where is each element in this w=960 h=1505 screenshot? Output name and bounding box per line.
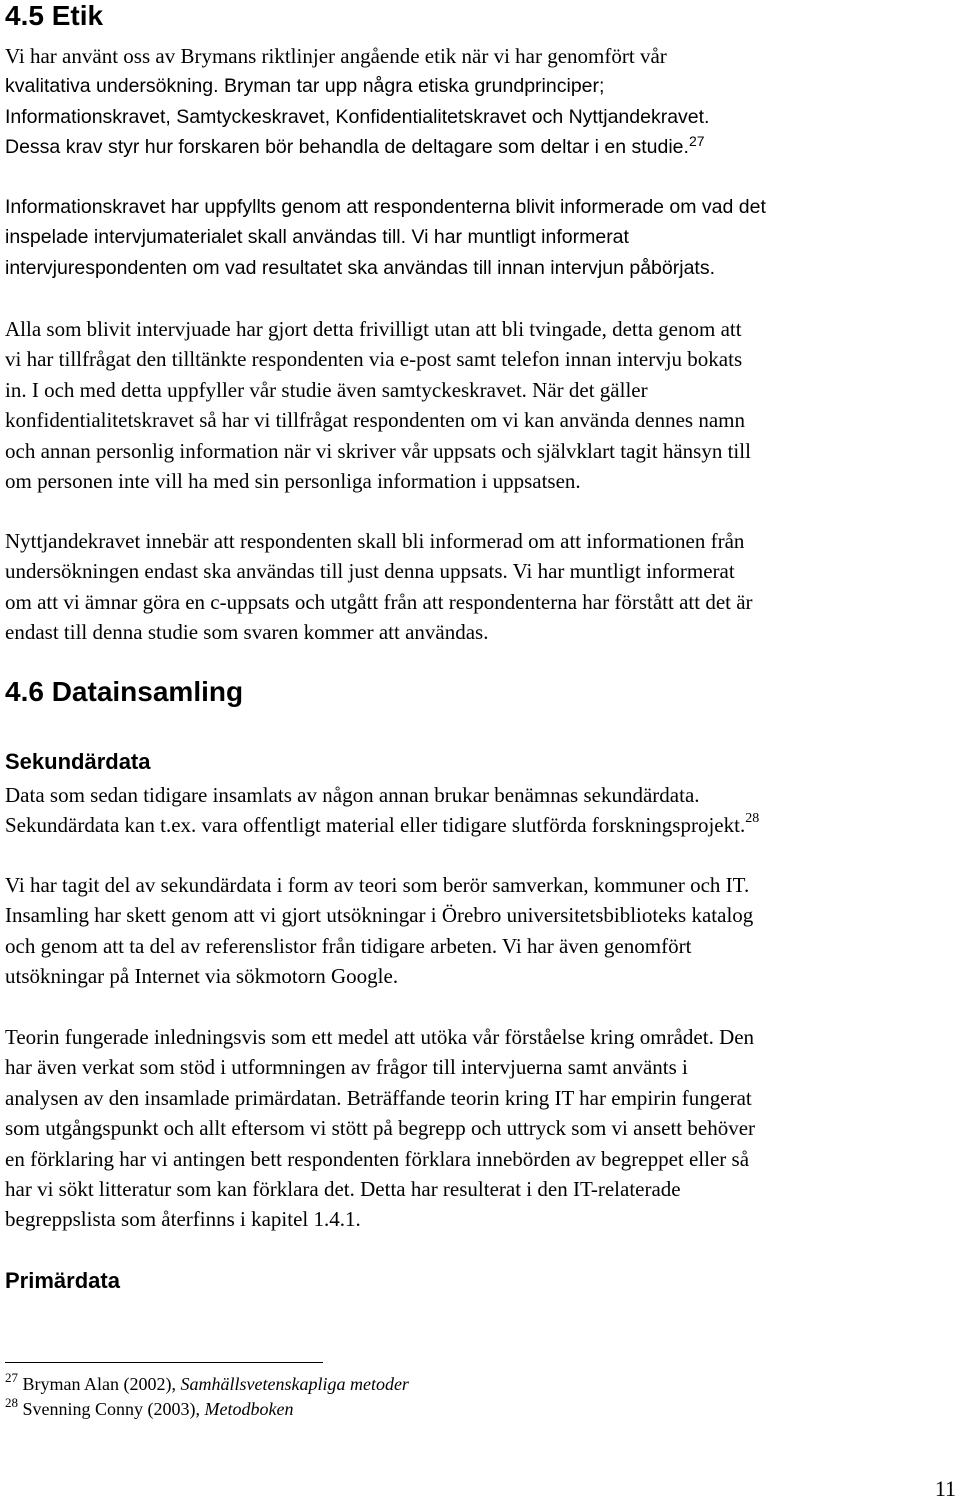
text-line: konfidentialitetskravet så har vi tillfrågat respondenten om vi kan använda dennes namn: [5, 408, 746, 433]
text-line: om personen inte vill ha med sin personliga information i uppsatsen.: [5, 469, 581, 494]
text-line: Vi har tagit del av sekundärdata i form av teori som berör samverkan, kommuner och IT.: [5, 873, 750, 897]
text-line: Nyttjandekravet innebär att respondenten skall bli informerad om att informationen från: [5, 529, 745, 553]
text-line: Teorin fungerade inledningsvis som ett medel att utöka vår förståelse kring området. Den: [5, 1025, 755, 1049]
text-line: som utgångspunkt och allt eftersom vi stött på begrepp och uttryck som vi ansett behöver: [5, 1116, 756, 1141]
subheading-primardata: Primärdata: [5, 1268, 120, 1293]
text-line: endast till denna studie som svaren kommer att användas.: [5, 620, 489, 645]
footnote-title: Metodboken: [204, 1399, 294, 1419]
footnote-divider: [5, 1362, 323, 1363]
text-line: Alla som blivit intervjuade har gjort detta frivilligt utan att bli tvingade, detta genom att: [5, 317, 742, 341]
footnote-ref[interactable]: 28: [745, 811, 760, 827]
text-line: begreppslista som återfinns i kapitel 1.4.1.: [5, 1207, 361, 1232]
text-line: har även verkat som stöd i utformningen av frågor till intervjuerna samt använts i: [5, 1055, 688, 1080]
text-segment: Sekundärdata kan t.ex. vara offentligt material eller tidigare slutförda forskningsprojekt.: [5, 813, 746, 838]
text-line: en förklaring har vi antingen bett respondenten förklara innebörden av begreppet eller så: [5, 1146, 750, 1171]
text-line: in. I och med detta uppfyller vår studie även samtyckeskravet. När det gäller: [5, 377, 648, 402]
text-line: utsökningar på Internet via sökmotorn Google.: [5, 964, 399, 989]
text-segment: kvalitativa undersökning.: [5, 75, 219, 98]
footnote-text: Svenning Conny (2003),: [22, 1399, 205, 1419]
text-line: intervjurespondenten om vad resultatet ska användas till innan intervjun påbörjats.: [5, 256, 716, 279]
paragraph-etik-2: [5, 192, 955, 283]
page-number: 11: [934, 1476, 956, 1501]
text-line: Data som sedan tidigare insamlats av någon annan brukar benämnas sekundärdata.: [5, 783, 700, 807]
footnote-text: Bryman Alan (2002),: [22, 1374, 181, 1394]
text-line: [5, 132, 955, 162]
text-segment: inspelade intervjumaterialet skall användas till.: [5, 226, 407, 249]
text-line: har vi sökt litteratur som kan förklara det. Detta har resulterat i den IT-relaterade: [5, 1177, 681, 1202]
subheading-sekundardata: Sekundärdata: [5, 749, 151, 774]
paragraph-etik-3: [5, 314, 955, 496]
footnote-27: [5, 1370, 409, 1395]
section-heading-etik: 4.5 Etik: [5, 0, 104, 31]
paragraph-etik-4: [5, 526, 955, 648]
text-line: analysen av den insamlade primärdatan. Beträffande teorin kring IT har empirin fungerat: [5, 1085, 752, 1110]
paragraph-sekundar-3: [5, 1022, 955, 1235]
text-segment: Dessa krav styr hur forskaren bör behandla de deltagare som deltar i en studie.: [5, 136, 689, 159]
text-line: och genom att ta del av referenslistor från tidigare arbeten. Vi har även genomfört: [5, 933, 692, 958]
footnote-number: 27: [5, 1370, 18, 1385]
paragraph-etik-1: [5, 41, 955, 163]
text-line: [5, 810, 955, 840]
section-heading-datainsamling: 4.6 Datainsamling: [5, 676, 244, 707]
footnote-number: 28: [5, 1395, 18, 1410]
text-segment: Vi har muntligt informerat: [406, 226, 629, 249]
paragraph-sekundar-1: [5, 780, 955, 841]
text-line: vi har tillfrågat den tilltänkte respondenten via e-post samt telefon innan intervju bokats: [5, 347, 743, 372]
text-line: [5, 222, 955, 252]
text-line: [5, 71, 955, 101]
text-line: undersökningen endast ska användas till just denna uppsats. Vi har muntligt informerat: [5, 559, 735, 584]
text-line: Informationskravet, Samtyckeskravet, Konfidentialitetskravet och Nyttjandekravet.: [5, 105, 710, 128]
text-line: om att vi ämnar göra en c-uppsats och utgått från att respondenterna har förstått att det är: [5, 589, 753, 614]
text-line: Vi har använt oss av Brymans riktlinjer angående etik när vi har genomfört vår: [5, 44, 667, 68]
text-line: Informationskravet har uppfyllts genom att respondenterna blivit informerade om vad det: [5, 196, 766, 218]
paragraph-sekundar-2: [5, 870, 955, 992]
text-segment: Bryman tar upp några etiska grundprinciper;: [218, 75, 605, 98]
footnote-ref[interactable]: 27: [688, 133, 705, 150]
text-line: Insamling har skett genom att vi gjort utsökningar i Örebro universitetsbiblioteks katalog: [5, 903, 754, 928]
text-line: och annan personlig information när vi skriver vår uppsats och självklart tagit hänsyn till: [5, 438, 751, 463]
footnote-title: Samhällsvetenskapliga metoder: [180, 1374, 409, 1394]
footnote-28: [5, 1395, 294, 1420]
